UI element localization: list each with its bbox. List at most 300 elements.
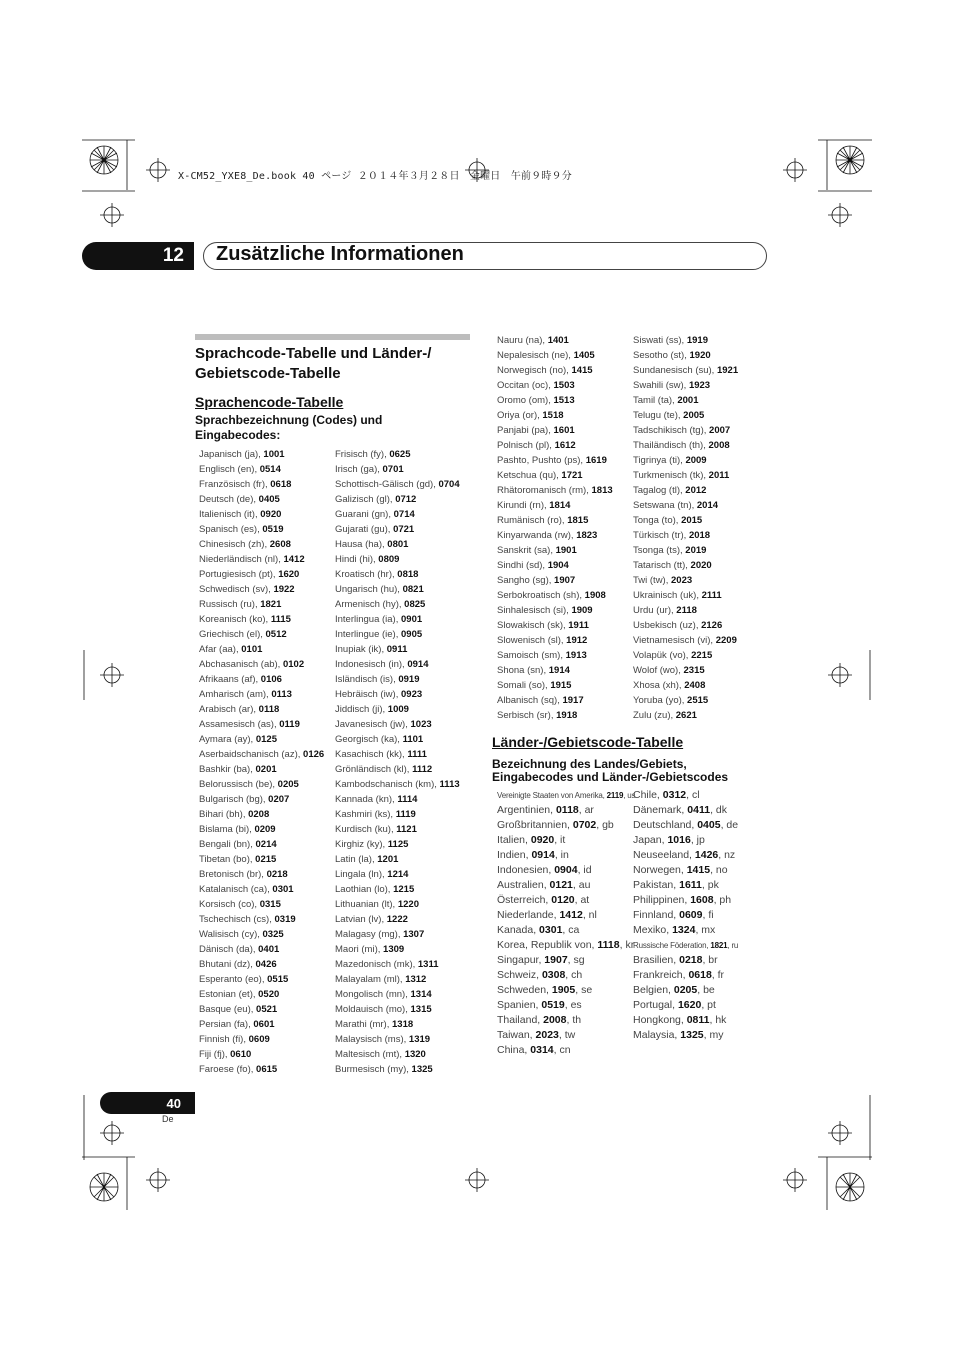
entry-code: 0308 [541, 969, 566, 981]
entry-country-code: , pk [701, 879, 719, 891]
country-entry [497, 953, 635, 968]
country-entry [633, 833, 738, 848]
country-table-label: Bezeichnung des Landes/Gebiets, Eingabecodes und Länder-/Gebietscodes [492, 757, 729, 784]
language-entry [199, 537, 324, 552]
language-entry [497, 483, 613, 498]
entry-name: Malagasy (mg), [335, 929, 404, 940]
entry-name: Slowenisch (sl), [497, 635, 567, 646]
entry-name: Chinesisch (zh), [199, 539, 270, 550]
language-entry [497, 453, 613, 468]
entry-name: Malaysia, [633, 1029, 681, 1041]
language-entry [199, 642, 324, 657]
language-entry [633, 648, 738, 663]
entry-name: Belgien, [633, 984, 674, 996]
entry-code: 1918 [556, 710, 578, 721]
entry-country-code: , ph [713, 894, 732, 906]
entry-name: Zulu (zu), [633, 710, 676, 721]
entry-name: Tsonga (ts), [633, 545, 686, 556]
language-entry [335, 792, 460, 807]
entry-code: 0618 [270, 479, 292, 490]
entry-code: 2126 [701, 620, 723, 631]
entry-name: Indonesien, [497, 864, 555, 876]
language-column [199, 447, 324, 1077]
language-entry [633, 498, 738, 513]
entry-code: 1611 [679, 879, 702, 891]
language-entry [497, 588, 613, 603]
entry-code: 1415 [571, 365, 593, 376]
entry-code: 2007 [709, 425, 731, 436]
language-entry [199, 792, 324, 807]
entry-name: Katalanisch (ca), [199, 884, 273, 895]
entry-name: Tagalog (tl), [633, 485, 686, 496]
language-column [335, 447, 460, 1077]
country-entry [633, 818, 738, 833]
entry-code: 0701 [382, 464, 404, 475]
entry-name: Siswati (ss), [633, 335, 687, 346]
language-entry [633, 618, 738, 633]
entry-country-code: , id [577, 864, 592, 876]
language-entry [199, 462, 324, 477]
country-entry [497, 848, 635, 863]
language-entry [335, 912, 460, 927]
language-entry [633, 333, 738, 348]
country-entry [633, 1028, 738, 1043]
entry-country-code: , es [564, 999, 582, 1011]
language-entry [335, 612, 460, 627]
entry-code: 0601 [253, 1019, 275, 1030]
entry-code: 1016 [667, 834, 691, 846]
entry-name: Gujarati (gu), [335, 524, 394, 535]
entry-country-code: , jp [690, 834, 705, 846]
entry-code: 0905 [401, 629, 423, 640]
entry-country-code: , in [554, 849, 569, 861]
language-table-label: Sprachbezeichnung (Codes) und Eingabecodes: [195, 413, 383, 442]
entry-name: Argentinien, [497, 804, 556, 816]
entry-code: 1121 [396, 824, 417, 835]
country-entry [633, 983, 738, 998]
language-entry [633, 483, 738, 498]
entry-name: Norwegisch (no), [497, 365, 572, 376]
entry-code: 0521 [256, 1004, 278, 1015]
entry-code: 1325 [411, 1064, 433, 1075]
entry-code: 2119 [606, 791, 624, 800]
entry-code: 1415 [686, 864, 711, 876]
entry-code: 0301 [539, 924, 563, 936]
entry-name: Philippinen, [633, 894, 691, 906]
country-entry [497, 803, 635, 818]
entry-name: Japan, [633, 834, 668, 846]
language-entry [199, 912, 324, 927]
entry-code: 1009 [387, 704, 409, 715]
language-entry [199, 837, 324, 852]
entry-code: 1821 [260, 599, 282, 610]
entry-name: Frankreich, [633, 969, 689, 981]
language-entry [335, 762, 460, 777]
entry-code: 1114 [397, 794, 418, 805]
entry-country-code: , fi [702, 909, 714, 921]
entry-code: 0911 [386, 644, 408, 655]
language-entry [199, 492, 324, 507]
entry-code: 1222 [386, 914, 408, 925]
language-entry [335, 822, 460, 837]
entry-name: Portugiesisch (pt), [199, 569, 279, 580]
entry-name: Ketschua (qu), [497, 470, 562, 481]
entry-country-code: , fr [711, 969, 725, 981]
entry-code: 1620 [677, 999, 702, 1011]
language-entry [497, 708, 613, 723]
entry-name: Schottisch-Gälisch (gd), [335, 479, 439, 490]
entry-code: 1312 [405, 974, 427, 985]
entry-country-code: , mx [695, 924, 716, 936]
language-entry [199, 822, 324, 837]
entry-code: 0405 [697, 819, 721, 831]
entry-name: Indien, [497, 849, 532, 861]
entry-name: Kannada (kn), [335, 794, 398, 805]
country-entry [633, 938, 738, 953]
language-entry [335, 447, 460, 462]
entry-code: 1909 [571, 605, 593, 616]
entry-name: Sundanesisch (su), [633, 365, 717, 376]
entry-code: 1118 [597, 939, 620, 951]
entry-code: 1612 [554, 440, 576, 451]
entry-name: Niederlande, [497, 909, 560, 921]
entry-code: 1412 [559, 909, 583, 921]
entry-name: Rumänisch (ro), [497, 515, 568, 526]
entry-name: Turkmenisch (tk), [633, 470, 709, 481]
language-entry [497, 648, 613, 663]
entry-code: 1912 [566, 635, 588, 646]
entry-name: Isländisch (is), [335, 674, 399, 685]
entry-code: 0119 [279, 719, 300, 730]
entry-code: 1220 [397, 899, 419, 910]
entry-code: 1813 [591, 485, 613, 496]
language-entry [497, 618, 613, 633]
entry-name: Faroese (fo), [199, 1064, 257, 1075]
entry-code: 0101 [241, 644, 263, 655]
entry-name: Bengali (bn), [199, 839, 256, 850]
language-entry [497, 678, 613, 693]
entry-code: 1904 [547, 560, 569, 571]
entry-code: 0714 [393, 509, 415, 520]
entry-code: 1023 [410, 719, 432, 730]
entry-name: Mazedonisch (mk), [335, 959, 418, 970]
entry-code: 0704 [438, 479, 460, 490]
language-entry [497, 663, 613, 678]
entry-name: Usbekisch (uz), [633, 620, 702, 631]
country-entry [633, 788, 738, 803]
entry-name: Amharisch (am), [199, 689, 272, 700]
entry-code: 0214 [255, 839, 277, 850]
entry-name: Singapur, [497, 954, 545, 966]
entry-name: Finnland, [633, 909, 680, 921]
entry-name: Irisch (ga), [335, 464, 383, 475]
entry-name: Hebräisch (iw), [335, 689, 401, 700]
entry-code: 1412 [283, 554, 305, 565]
entry-code: 0301 [272, 884, 294, 895]
entry-name: Moldauisch (mo), [335, 1004, 411, 1015]
entry-name: Mongolisch (mn), [335, 989, 411, 1000]
language-entry [633, 663, 738, 678]
entry-code: 1601 [553, 425, 575, 436]
language-entry [335, 672, 460, 687]
entry-code: 2118 [676, 605, 697, 616]
entry-name: Sanskrit (sa), [497, 545, 556, 556]
entry-name: Australien, [497, 879, 550, 891]
entry-name: Frisisch (fy), [335, 449, 390, 460]
entry-code: 0904 [554, 864, 578, 876]
entry-country-code: , au [572, 879, 591, 891]
country-entry [633, 1013, 738, 1028]
registration-starburst-icon [90, 146, 118, 174]
entry-code: 1922 [273, 584, 295, 595]
entry-name: Oromo (om), [497, 395, 554, 406]
entry-name: Albanisch (sq), [497, 695, 563, 706]
entry-country-code: , sg [567, 954, 585, 966]
entry-name: Xhosa (xh), [633, 680, 685, 691]
entry-name: Kirghiz (ky), [335, 839, 388, 850]
country-entry [633, 998, 738, 1013]
entry-name: Russisch (ru), [199, 599, 261, 610]
language-entry [199, 957, 324, 972]
entry-code: 1619 [585, 455, 607, 466]
entry-code: 1608 [690, 894, 714, 906]
language-entry [335, 687, 460, 702]
language-entry [497, 393, 613, 408]
entry-code: 0209 [254, 824, 276, 835]
entry-name: Hongkong, [633, 1014, 687, 1026]
entry-name: Belorussisch (be), [199, 779, 278, 790]
entry-code: 2014 [696, 500, 719, 511]
entry-code: 1001 [263, 449, 285, 460]
language-entry [199, 702, 324, 717]
entry-code: 0319 [274, 914, 296, 925]
entry-code: 1721 [561, 470, 583, 481]
entry-code: 1119 [395, 809, 416, 820]
language-entry [633, 348, 738, 363]
entry-code: 2008 [543, 1014, 567, 1026]
entry-code: 0218 [266, 869, 288, 880]
entry-name: Nauru (na), [497, 335, 548, 346]
country-entry [497, 923, 635, 938]
entry-code: 0801 [387, 539, 409, 550]
language-entry [633, 378, 738, 393]
language-entry [335, 477, 460, 492]
language-entry [335, 582, 460, 597]
language-entry [199, 522, 324, 537]
entry-code: 0712 [395, 494, 417, 505]
entry-name: Guarani (gn), [335, 509, 394, 520]
country-entry [497, 818, 635, 833]
entry-code: 1320 [404, 1049, 426, 1060]
language-entry [335, 987, 460, 1002]
language-entry [199, 942, 324, 957]
language-entry [199, 1062, 324, 1077]
entry-name: Thailand, [497, 1014, 544, 1026]
entry-country-code: , my [703, 1029, 724, 1041]
language-entry [335, 882, 460, 897]
entry-code: 0126 [303, 749, 325, 760]
country-entry [497, 893, 635, 908]
section-divider [195, 334, 470, 340]
entry-code: 1908 [584, 590, 606, 601]
language-entry [335, 747, 460, 762]
entry-name: Österreich, [497, 894, 552, 906]
entry-name: Kashmiri (ks), [335, 809, 396, 820]
entry-name: Tonga (to), [633, 515, 682, 526]
language-entry [335, 567, 460, 582]
entry-code: 0609 [679, 909, 703, 921]
entry-code: 0520 [258, 989, 280, 1000]
entry-name: Spanien, [497, 999, 542, 1011]
entry-code: 0920 [260, 509, 282, 520]
language-entry [199, 747, 324, 762]
language-entry [335, 522, 460, 537]
entry-code: 0121 [549, 879, 573, 891]
entry-name: Vietnamesisch (vi), [633, 635, 716, 646]
page-number: 40 [100, 1092, 195, 1114]
entry-code: 1814 [549, 500, 571, 511]
language-entry [633, 513, 738, 528]
language-entry [199, 867, 324, 882]
language-entry [335, 897, 460, 912]
entry-code: 1115 [270, 614, 291, 625]
language-entry [199, 477, 324, 492]
language-entry [199, 807, 324, 822]
language-entry [633, 438, 738, 453]
language-entry [633, 363, 738, 378]
entry-country-code: , ar [578, 804, 594, 816]
entry-code: 0519 [541, 999, 565, 1011]
country-entry [633, 968, 738, 983]
entry-name: Urdu (ur), [633, 605, 677, 616]
entry-name: Yoruba (yo), [633, 695, 688, 706]
entry-code: 2015 [681, 515, 703, 526]
language-entry [335, 852, 460, 867]
entry-name: Nepalesisch (ne), [497, 350, 574, 361]
entry-name: Niederländisch (nl), [199, 554, 284, 565]
entry-code: 0201 [255, 764, 277, 775]
entry-name: Bhutani (dz), [199, 959, 256, 970]
entry-name: Volapük (vo), [633, 650, 692, 661]
entry-code: 1426 [694, 849, 719, 861]
entry-name: Deutschland, [633, 819, 698, 831]
language-entry [335, 597, 460, 612]
entry-name: Pakistan, [633, 879, 680, 891]
country-entry [633, 908, 738, 923]
entry-code: 0405 [258, 494, 280, 505]
language-entry [199, 687, 324, 702]
entry-code: 2018 [688, 530, 711, 541]
entry-name: Dänisch (da), [199, 944, 259, 955]
entry-name: Swahili (sw), [633, 380, 689, 391]
entry-name: Sangho (sg), [497, 575, 555, 586]
entry-name: Aserbaidschanisch (az), [199, 749, 304, 760]
entry-name: Malaysisch (ms), [335, 1034, 409, 1045]
entry-code: 0615 [256, 1064, 278, 1075]
entry-name: Taiwan, [497, 1029, 536, 1041]
language-entry [335, 552, 460, 567]
entry-code: 1913 [565, 650, 587, 661]
entry-country-code: , ch [565, 969, 583, 981]
registration-starburst-icon [836, 1173, 864, 1201]
entry-code: 0208 [248, 809, 270, 820]
entry-code: 0514 [259, 464, 281, 475]
entry-code: 1821 [710, 941, 728, 950]
entry-name: Sinhalesisch (si), [497, 605, 572, 616]
chapter-number: 12 [82, 242, 194, 270]
country-entry [633, 953, 738, 968]
language-entry [335, 462, 460, 477]
entry-country-code: , se [575, 984, 593, 996]
language-entry [497, 513, 613, 528]
entry-code: 0515 [267, 974, 289, 985]
entry-name: Rhätoromanisch (rm), [497, 485, 592, 496]
entry-name: Schweden, [497, 984, 552, 996]
entry-code: 0721 [393, 524, 415, 535]
country-entry [633, 848, 738, 863]
entry-name: Shona (sn), [497, 665, 549, 676]
entry-name: Deutsch (de), [199, 494, 259, 505]
entry-name: Schwedisch (sv), [199, 584, 274, 595]
language-entry [633, 468, 738, 483]
entry-code: 1518 [542, 410, 564, 421]
language-entry [633, 558, 738, 573]
entry-code: 1311 [417, 959, 439, 970]
language-entry [199, 732, 324, 747]
entry-code: 0426 [255, 959, 277, 970]
entry-code: 1315 [410, 1004, 432, 1015]
language-entry [199, 852, 324, 867]
language-table-heading: Sprachencode-Tabelle [195, 394, 344, 410]
language-entry [335, 1062, 460, 1077]
entry-name: Tamil (ta), [633, 395, 678, 406]
language-entry [497, 363, 613, 378]
country-entry [497, 878, 635, 893]
entry-code: 1917 [562, 695, 584, 706]
language-entry [335, 507, 460, 522]
entry-code: 0923 [401, 689, 423, 700]
entry-name: Occitan (oc), [497, 380, 554, 391]
entry-code: 1907 [554, 575, 576, 586]
language-entry [335, 537, 460, 552]
entry-code: 1901 [555, 545, 577, 556]
language-entry [497, 603, 613, 618]
language-entry [335, 1017, 460, 1032]
entry-code: 2023 [671, 575, 693, 586]
entry-code: 1921 [716, 365, 739, 376]
page-language: De [162, 1114, 174, 1124]
entry-country-code: , at [574, 894, 590, 906]
entry-name: Assamesisch (as), [199, 719, 280, 730]
entry-name: Tadschikisch (tg), [633, 425, 710, 436]
entry-country-code: , it [554, 834, 566, 846]
entry-name: Spanisch (es), [199, 524, 263, 535]
language-column [497, 333, 613, 723]
entry-country-code: , de [720, 819, 739, 831]
entry-country-code: , ru [727, 941, 739, 950]
language-entry [199, 627, 324, 642]
entry-code: 0106 [260, 674, 282, 685]
language-entry [633, 603, 738, 618]
entry-code: 0102 [282, 659, 305, 670]
entry-country-code: , gb [596, 819, 614, 831]
entry-country-code: , dk [710, 804, 727, 816]
entry-code: 0312 [662, 789, 687, 801]
entry-country-code: , be [697, 984, 715, 996]
entry-name: Galizisch (gl), [335, 494, 396, 505]
entry-name: Inupiak (ik), [335, 644, 387, 655]
entry-country-code: , nz [718, 849, 736, 861]
